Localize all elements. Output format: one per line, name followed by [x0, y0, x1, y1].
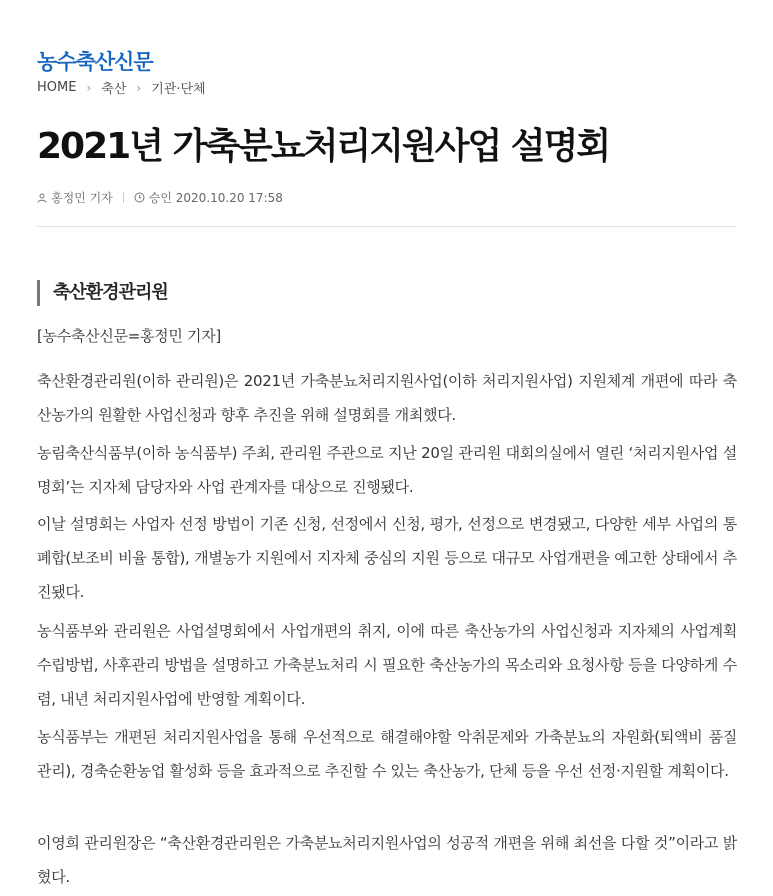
- person-icon: [37, 193, 47, 203]
- breadcrumb-home[interactable]: HOME: [37, 80, 77, 95]
- breadcrumb-livestock[interactable]: 축산: [101, 82, 127, 97]
- article-paragraph: 축산환경관리원(이하 관리원)은 2021년 가축분뇨처리지원사업(이하 처리지원사업) 지원체계 개편에 따라 축산농가의 원활한 사업신청과 향후 추진을 위해 설명회를 개최했다.: [37, 372, 737, 424]
- article-title: 2021년 가축분뇨처리지원사업 설명회: [37, 126, 610, 167]
- approved-time: 승인 2020.10.20 17:58: [148, 191, 283, 205]
- breadcrumb: [37, 78, 206, 97]
- reporter-name[interactable]: 홍정민 기자: [51, 191, 113, 205]
- chevron-right-icon: ›: [86, 80, 92, 95]
- article-paragraph: 이날 설명회는 사업자 선정 방법이 기존 신청, 선정에서 신청, 평가, 선정으로 변경됐고, 다양한 세부 사업의 통폐합(보조비 비율 통합), 개별농가 지원에서 지자체 중심의 지원 등으로 대규모 사업개편을 예고한 상태에서 추진됐다.: [37, 515, 737, 601]
- article-paragraph: 농림축산식품부(이하 농식품부) 주최, 관리원 주관으로 지난 20일 관리원 대회의실에서 열린 ‘처리지원사업 설명회’는 지자체 담당자와 사업 관계자를 대상으로 진행됐다.: [37, 444, 737, 496]
- article-paragraph: 농식품부와 관리원은 사업설명회에서 사업개편의 취지, 이에 따른 축산농가의 사업신청과 지자체의 사업계획 수립방법, 사후관리 방법을 설명하고 가축분뇨처리 시 필요한 축산농가의 목소리와 요청사항 등을 다양하게 수렴, 내년 처리지원사업에 반영할 계획이다.: [37, 622, 737, 708]
- article-paragraph: 이영희 관리원장은 “축산환경관리원은 가축분뇨처리지원사업의 성공적 개편을 위해 최선을 다할 것”이라고 밝혔다.: [37, 834, 737, 886]
- breadcrumb-organizations[interactable]: 기관·단체: [151, 82, 206, 97]
- chevron-right-icon: ›: [136, 80, 142, 95]
- article-paragraph: 농식품부는 개편된 처리지원사업을 통해 우선적으로 해결해야할 악취문제와 가축분뇨의 자원화(퇴액비 품질 관리), 경축순환농업 활성화 등을 효과적으로 추진할 수 있는 축산농가, 단체 등을 우선 선정·지원할 계획이다.: [37, 728, 737, 780]
- article-paragraph: [농수축산신문=홍정민 기자]: [37, 327, 221, 345]
- site-logo[interactable]: 농수축산신문: [37, 50, 153, 74]
- meta-divider: [123, 192, 124, 203]
- article-meta: [37, 189, 283, 206]
- header-divider: [37, 226, 737, 227]
- clock-icon: [134, 192, 145, 203]
- article-subtitle: 축산환경관리원: [37, 280, 168, 306]
